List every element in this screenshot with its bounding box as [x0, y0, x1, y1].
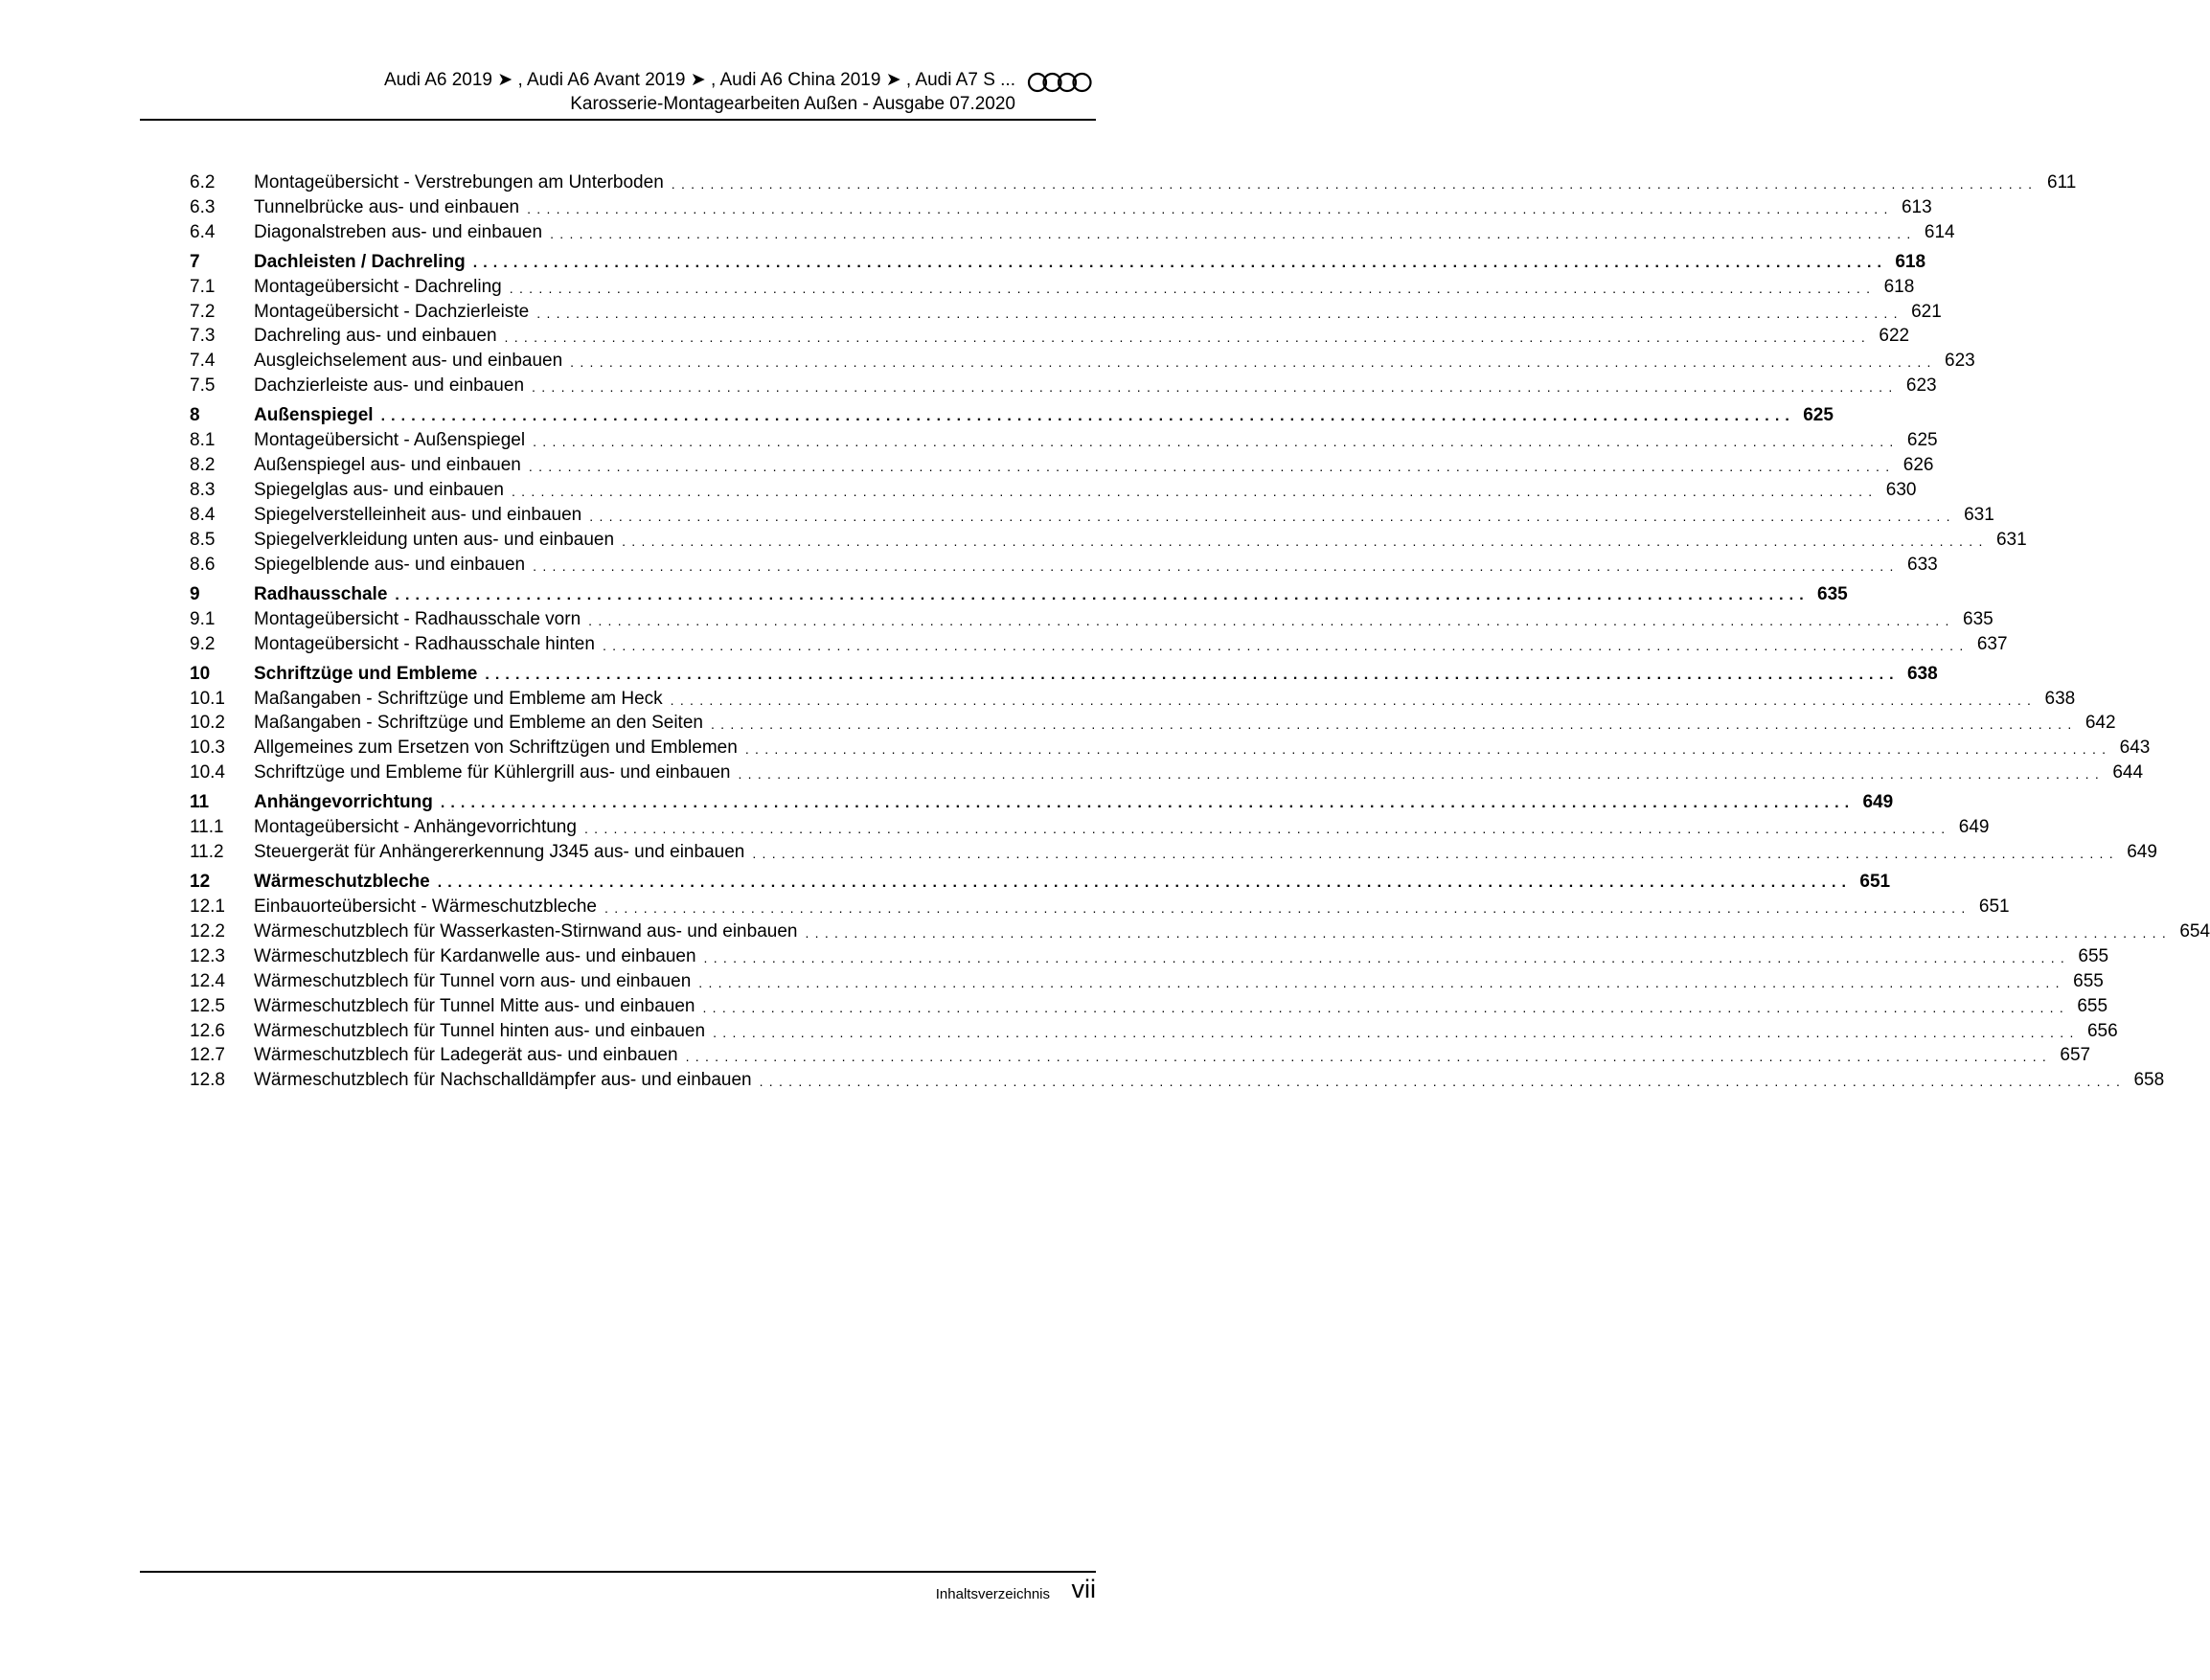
toc-leader-dots: ............................................................................................................................................ [533, 557, 1900, 574]
toc-leader-dots: ............................................................................................................................................ [395, 586, 1810, 603]
toc-row[interactable] [190, 918, 2210, 942]
toc-row[interactable] [190, 347, 1975, 372]
toc-leader-dots: ............................................................................................................................................ [485, 666, 1900, 683]
toc-title: Spiegelblende aus- und einbauen [254, 554, 526, 575]
toc-number: 8.3 [190, 479, 216, 500]
toc-row[interactable] [190, 273, 1915, 298]
toc-title: Spiegelverstelleinheit aus- und einbauen [254, 504, 582, 525]
toc-title: Schriftzüge und Embleme für Kühlergrill aus- und einbauen [254, 762, 731, 783]
toc-row[interactable] [190, 942, 2109, 967]
toc-number: 6.2 [190, 171, 216, 193]
toc-number: 10 [190, 663, 211, 684]
toc-page-number: 618 [1883, 276, 1915, 297]
toc-title: Maßangaben - Schriftzüge und Embleme am Heck [254, 688, 663, 709]
toc-leader-dots: ............................................................................................................................................ [702, 999, 2070, 1015]
toc-chapter-row[interactable] [190, 659, 1938, 685]
toc-page-number: 635 [1963, 608, 1994, 629]
toc-number: 7.4 [190, 351, 216, 372]
toc-row[interactable] [190, 1017, 2118, 1042]
toc-page-number: 649 [2127, 842, 2157, 863]
toc-page-number: 657 [2060, 1045, 2091, 1066]
toc-leader-dots: ............................................................................................................................................ [527, 200, 1894, 216]
toc-title: Außenspiegel [254, 405, 374, 426]
toc-leader-dots: ............................................................................................................................................ [532, 379, 1899, 396]
toc-page-number: 658 [2133, 1070, 2165, 1091]
toc-title: Tunnelbrücke aus- und einbauen [254, 196, 520, 217]
toc-page-number: 618 [1895, 251, 1926, 272]
toc-chapter-row[interactable] [190, 788, 1894, 814]
toc-title: Maßangaben - Schriftzüge und Embleme an den Seiten [254, 713, 703, 734]
toc-number: 12.6 [190, 1020, 225, 1041]
toc-title: Wärmeschutzblech für Ladegerät aus- und einbauen [254, 1045, 678, 1066]
toc-page-number: 633 [1907, 554, 1938, 575]
toc-leader-dots: ............................................................................................................................................ [738, 766, 2106, 783]
toc-page-number: 656 [2086, 1020, 2118, 1041]
toc-row[interactable] [190, 685, 2076, 710]
toc-number: 8.6 [190, 554, 216, 575]
toc-number: 12.5 [190, 995, 225, 1016]
toc-page-number: 637 [1976, 633, 2008, 654]
toc-page-number: 613 [1901, 196, 1932, 217]
toc-row[interactable] [190, 451, 1934, 476]
toc-row[interactable] [190, 710, 2116, 735]
toc-number: 7 [190, 251, 200, 272]
toc-leader-dots: ............................................................................................................................................ [583, 821, 1951, 837]
toc-row[interactable] [190, 426, 1938, 451]
toc-page-number: 625 [1906, 430, 1938, 451]
toc-title: Wärmeschutzbleche [254, 872, 430, 893]
toc-row[interactable] [190, 298, 1942, 323]
toc-leader-dots: ............................................................................................................................................ [759, 1074, 2127, 1090]
toc-title: Außenspiegel aus- und einbauen [254, 455, 521, 476]
toc-number: 9 [190, 583, 200, 604]
toc-leader-dots: ............................................................................................................................................ [550, 225, 1917, 241]
toc-page-number: 626 [1902, 455, 1934, 476]
toc-page-number: 638 [2044, 688, 2076, 709]
page-footer [140, 1571, 1096, 1615]
toc-row[interactable] [190, 476, 1917, 501]
toc-page-number: 655 [2078, 945, 2109, 966]
toc-leader-dots: ............................................................................................................................................ [509, 280, 1877, 296]
footer-page-number: vii [1071, 1575, 1096, 1603]
toc-title: Wärmeschutzblech für Tunnel hinten aus- und einbauen [254, 1020, 706, 1041]
toc-page-number: 654 [2179, 920, 2210, 942]
toc-leader-dots: ............................................................................................................................................ [671, 175, 2039, 192]
toc-number: 12.3 [190, 945, 225, 966]
toc-number: 12.7 [190, 1045, 225, 1066]
toc-row[interactable] [190, 893, 2010, 918]
toc-row[interactable] [190, 218, 1955, 243]
toc-number: 8.2 [190, 455, 216, 476]
toc-number: 9.2 [190, 633, 216, 654]
toc-page-number: 638 [1906, 663, 1938, 684]
toc-row[interactable] [190, 630, 2008, 655]
toc-number: 8.1 [190, 430, 216, 451]
toc-page-number: 651 [1978, 897, 2010, 918]
toc-row[interactable] [190, 813, 1990, 838]
toc-leader-dots: ............................................................................................................................................ [713, 1024, 2080, 1040]
toc-leader-dots: ............................................................................................................................................ [589, 508, 1956, 524]
toc-number: 7.2 [190, 301, 216, 322]
header-subtitle: Karosserie-Montagearbeiten Außen - Ausgabe 07.2020 [570, 94, 1015, 114]
toc-row[interactable] [190, 169, 2077, 193]
toc-page-number: 614 [1924, 221, 1955, 242]
toc-title: Montageübersicht - Dachreling [254, 276, 502, 297]
toc-title: Spiegelglas aus- und einbauen [254, 479, 504, 500]
toc-title: Montageübersicht - Verstrebungen am Unterboden [254, 171, 664, 193]
toc-row[interactable] [190, 372, 1937, 397]
toc-number: 9.1 [190, 608, 216, 629]
toc-number: 7.1 [190, 276, 216, 297]
toc-leader-dots: ............................................................................................................................................ [472, 254, 1888, 271]
toc-page-number: 649 [1862, 792, 1894, 813]
toc-number: 8.4 [190, 504, 216, 525]
toc-page-number: 625 [1803, 405, 1834, 426]
toc-number: 7.3 [190, 326, 216, 347]
toc-number: 8 [190, 405, 200, 426]
toc-page-number: 642 [2085, 713, 2116, 734]
toc-title: Wärmeschutzblech für Nachschalldämpfer aus- und einbauen [254, 1070, 752, 1091]
toc-number: 12.8 [190, 1070, 225, 1091]
toc-number: 11.2 [190, 842, 224, 863]
toc-page-number: 631 [1964, 504, 1994, 525]
toc-title: Montageübersicht - Radhausschale vorn [254, 608, 581, 629]
table-of-contents [190, 169, 2210, 1091]
toc-page-number: 622 [1879, 326, 1910, 347]
toc-number: 12.2 [190, 920, 225, 942]
toc-row[interactable] [190, 526, 2027, 551]
toc-page-number: 649 [1958, 817, 1990, 838]
toc-leader-dots: ............................................................................................................................................ [744, 741, 2112, 758]
audi-rings-icon [1027, 71, 1092, 94]
toc-leader-dots: ............................................................................................................................................ [752, 846, 2119, 862]
toc-number: 7.5 [190, 375, 216, 397]
header-title: Audi A6 2019 ➤ , Audi A6 Avant 2019 ➤ , Audi A6 China 2019 ➤ , Audi A7 S ... [383, 70, 1015, 90]
toc-leader-dots: ............................................................................................................................................ [622, 533, 1989, 549]
toc-title: Montageübersicht - Dachzierleiste [254, 301, 530, 322]
toc-number: 8.5 [190, 529, 216, 550]
toc-leader-dots: ............................................................................................................................................ [536, 305, 1903, 321]
toc-title: Dachzierleiste aus- und einbauen [254, 375, 525, 397]
toc-number: 12.4 [190, 970, 225, 991]
toc-title: Montageübersicht - Außenspiegel [254, 430, 526, 451]
toc-number: 12 [190, 872, 211, 893]
footer-section-label: Inhaltsverzeichnis [935, 1586, 1050, 1602]
toc-row[interactable] [190, 992, 2108, 1017]
toc-number: 10.3 [190, 738, 225, 759]
toc-leader-dots: ............................................................................................................................................ [698, 974, 2065, 990]
toc-number: 10.2 [190, 713, 225, 734]
toc-number: 6.4 [190, 221, 216, 242]
toc-title: Wärmeschutzblech für Tunnel Mitte aus- und einbauen [254, 995, 695, 1016]
toc-leader-dots: ............................................................................................................................................ [533, 434, 1900, 450]
toc-leader-dots: ............................................................................................................................................ [437, 874, 1853, 892]
toc-page-number: 623 [1945, 351, 1975, 372]
toc-page-number: 655 [2073, 970, 2104, 991]
toc-title: Dachreling aus- und einbauen [254, 326, 497, 347]
toc-leader-dots: ............................................................................................................................................ [685, 1049, 2053, 1065]
toc-title: Wärmeschutzblech für Wasserkasten-Stirnwand aus- und einbauen [254, 920, 798, 942]
toc-title: Montageübersicht - Radhausschale hinten [254, 633, 595, 654]
toc-page-number: 651 [1859, 872, 1891, 893]
toc-leader-dots: ............................................................................................................................................ [528, 459, 1896, 475]
toc-leader-dots: ............................................................................................................................................ [440, 795, 1856, 812]
toc-title: Steuergerät für Anhängererkennung J345 aus- und einbauen [254, 842, 745, 863]
toc-page-number: 631 [1995, 529, 2027, 550]
toc-title: Wärmeschutzblech für Tunnel vorn aus- und einbauen [254, 970, 692, 991]
toc-number: 6.3 [190, 196, 216, 217]
toc-number: 11.1 [190, 817, 224, 838]
toc-title: Ausgleichselement aus- und einbauen [254, 351, 563, 372]
toc-page-number: 655 [2077, 995, 2108, 1016]
toc-chapter-row[interactable] [190, 868, 1891, 894]
toc-row[interactable] [190, 501, 1994, 526]
toc-page-number: 643 [2119, 738, 2151, 759]
toc-page-number: 630 [1885, 479, 1917, 500]
toc-leader-dots: ............................................................................................................................................ [670, 692, 2038, 708]
toc-row[interactable] [190, 734, 2151, 759]
toc-row[interactable] [190, 838, 2157, 863]
toc-leader-dots: ............................................................................................................................................ [588, 612, 1955, 628]
toc-page-number: 621 [1911, 301, 1942, 322]
toc-number: 10.1 [190, 688, 225, 709]
toc-page-number: 635 [1817, 583, 1848, 604]
toc-title: Anhängevorrichtung [254, 792, 433, 813]
toc-row[interactable] [190, 967, 2104, 992]
toc-row[interactable] [190, 1066, 2165, 1091]
toc-page-number: 611 [2047, 171, 2077, 193]
toc-title: Radhausschale [254, 583, 388, 604]
toc-row[interactable] [190, 323, 1910, 348]
toc-number: 12.1 [190, 897, 225, 918]
toc-page-number: 644 [2112, 762, 2144, 783]
toc-page-number: 623 [1905, 375, 1937, 397]
toc-title: Montageübersicht - Anhängevorrichtung [254, 817, 577, 838]
toc-leader-dots: ............................................................................................................................................ [570, 354, 1937, 371]
toc-number: 11 [190, 792, 210, 813]
toc-title: Allgemeines zum Ersetzen von Schriftzügen und Emblemen [254, 738, 738, 759]
toc-row[interactable] [190, 759, 2144, 783]
toc-leader-dots: ............................................................................................................................................ [511, 483, 1879, 499]
toc-leader-dots: ............................................................................................................................................ [710, 716, 2078, 733]
toc-row[interactable] [190, 1042, 2091, 1067]
toc-leader-dots: ............................................................................................................................................ [602, 637, 1970, 653]
toc-leader-dots: ............................................................................................................................................ [805, 924, 2173, 941]
toc-number: 10.4 [190, 762, 225, 783]
toc-row[interactable] [190, 193, 1932, 218]
toc-title: Diagonalstreben aus- und einbauen [254, 221, 543, 242]
toc-title: Wärmeschutzblech für Kardanwelle aus- und einbauen [254, 945, 696, 966]
page-header [140, 63, 1096, 121]
toc-title: Dachleisten / Dachreling [254, 251, 466, 272]
toc-row[interactable] [190, 551, 1938, 576]
toc-chapter-row[interactable] [190, 247, 1926, 273]
toc-title: Einbauorteübersicht - Wärmeschutzbleche [254, 897, 598, 918]
toc-chapter-row[interactable] [190, 579, 1848, 605]
toc-chapter-row[interactable] [190, 401, 1834, 427]
toc-row[interactable] [190, 605, 1994, 630]
toc-leader-dots: ............................................................................................................................................ [504, 329, 1872, 346]
toc-leader-dots: ............................................................................................................................................ [604, 900, 1971, 917]
toc-title: Spiegelverkleidung unten aus- und einbauen [254, 529, 615, 550]
toc-leader-dots: ............................................................................................................................................ [380, 408, 1795, 425]
toc-leader-dots: ............................................................................................................................................ [703, 949, 2071, 965]
toc-title: Schriftzüge und Embleme [254, 663, 478, 684]
